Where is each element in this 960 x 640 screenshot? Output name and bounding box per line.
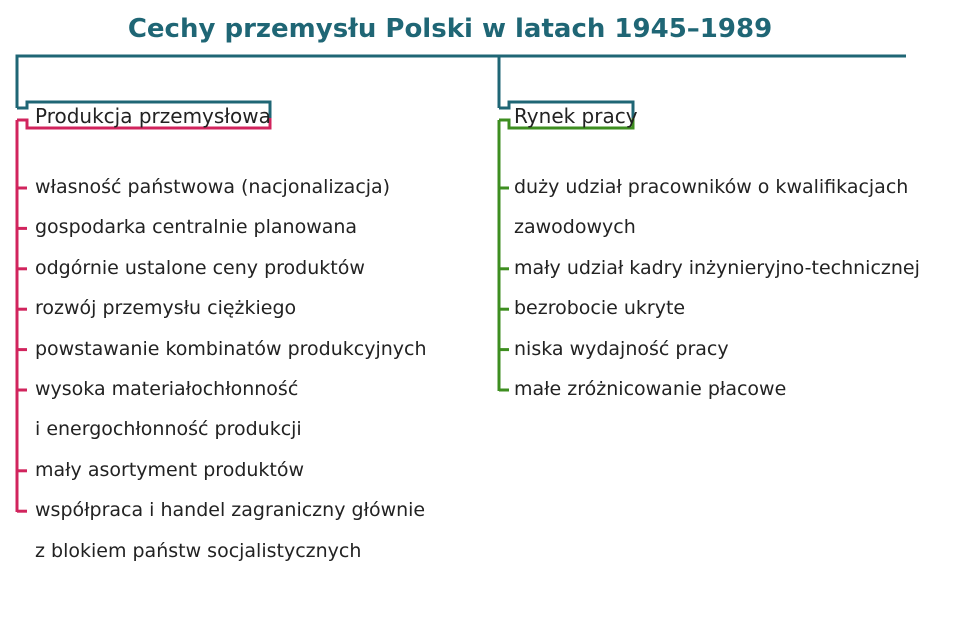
left-list-item: i energochłonność produkcji bbox=[35, 418, 302, 441]
diagram-title: Cechy przemysłu Polski w latach 1945–1989 bbox=[127, 14, 773, 44]
left-list-item: wysoka materiałochłonność bbox=[35, 378, 299, 400]
left-list-item: z blokiem państw socjalistycznych bbox=[35, 539, 362, 562]
left-list-item: gospodarka centralnie planowana bbox=[35, 216, 358, 239]
left-list-item: mały asortyment produktów bbox=[35, 458, 305, 481]
left-list-item: własność państwowa (nacjonalizacja) bbox=[35, 176, 391, 198]
top-bracket bbox=[17, 56, 906, 108]
right-list-item: małe zróżnicowanie płacowe bbox=[514, 378, 787, 400]
right-list-item: duży udział pracowników o kwalifikacjach bbox=[514, 176, 909, 198]
right-list-item: zawodowych bbox=[514, 216, 636, 239]
right-list-item: mały udział kadry inżynieryjno-technicznej bbox=[514, 256, 920, 279]
right-list-item: bezrobocie ukryte bbox=[514, 297, 686, 320]
right-list-item: niska wydajność pracy bbox=[514, 337, 729, 360]
left-list-item: powstawanie kombinatów produkcyjnych bbox=[35, 337, 427, 360]
left-list-item: współpraca i handel zagraniczny głównie bbox=[35, 499, 426, 522]
left-heading: Produkcja przemysłowa bbox=[35, 104, 271, 128]
left-list-item: odgórnie ustalone ceny produktów bbox=[35, 256, 365, 279]
left-list-item: rozwój przemysłu ciężkiego bbox=[35, 297, 297, 320]
right-heading: Rynek pracy bbox=[514, 104, 638, 128]
